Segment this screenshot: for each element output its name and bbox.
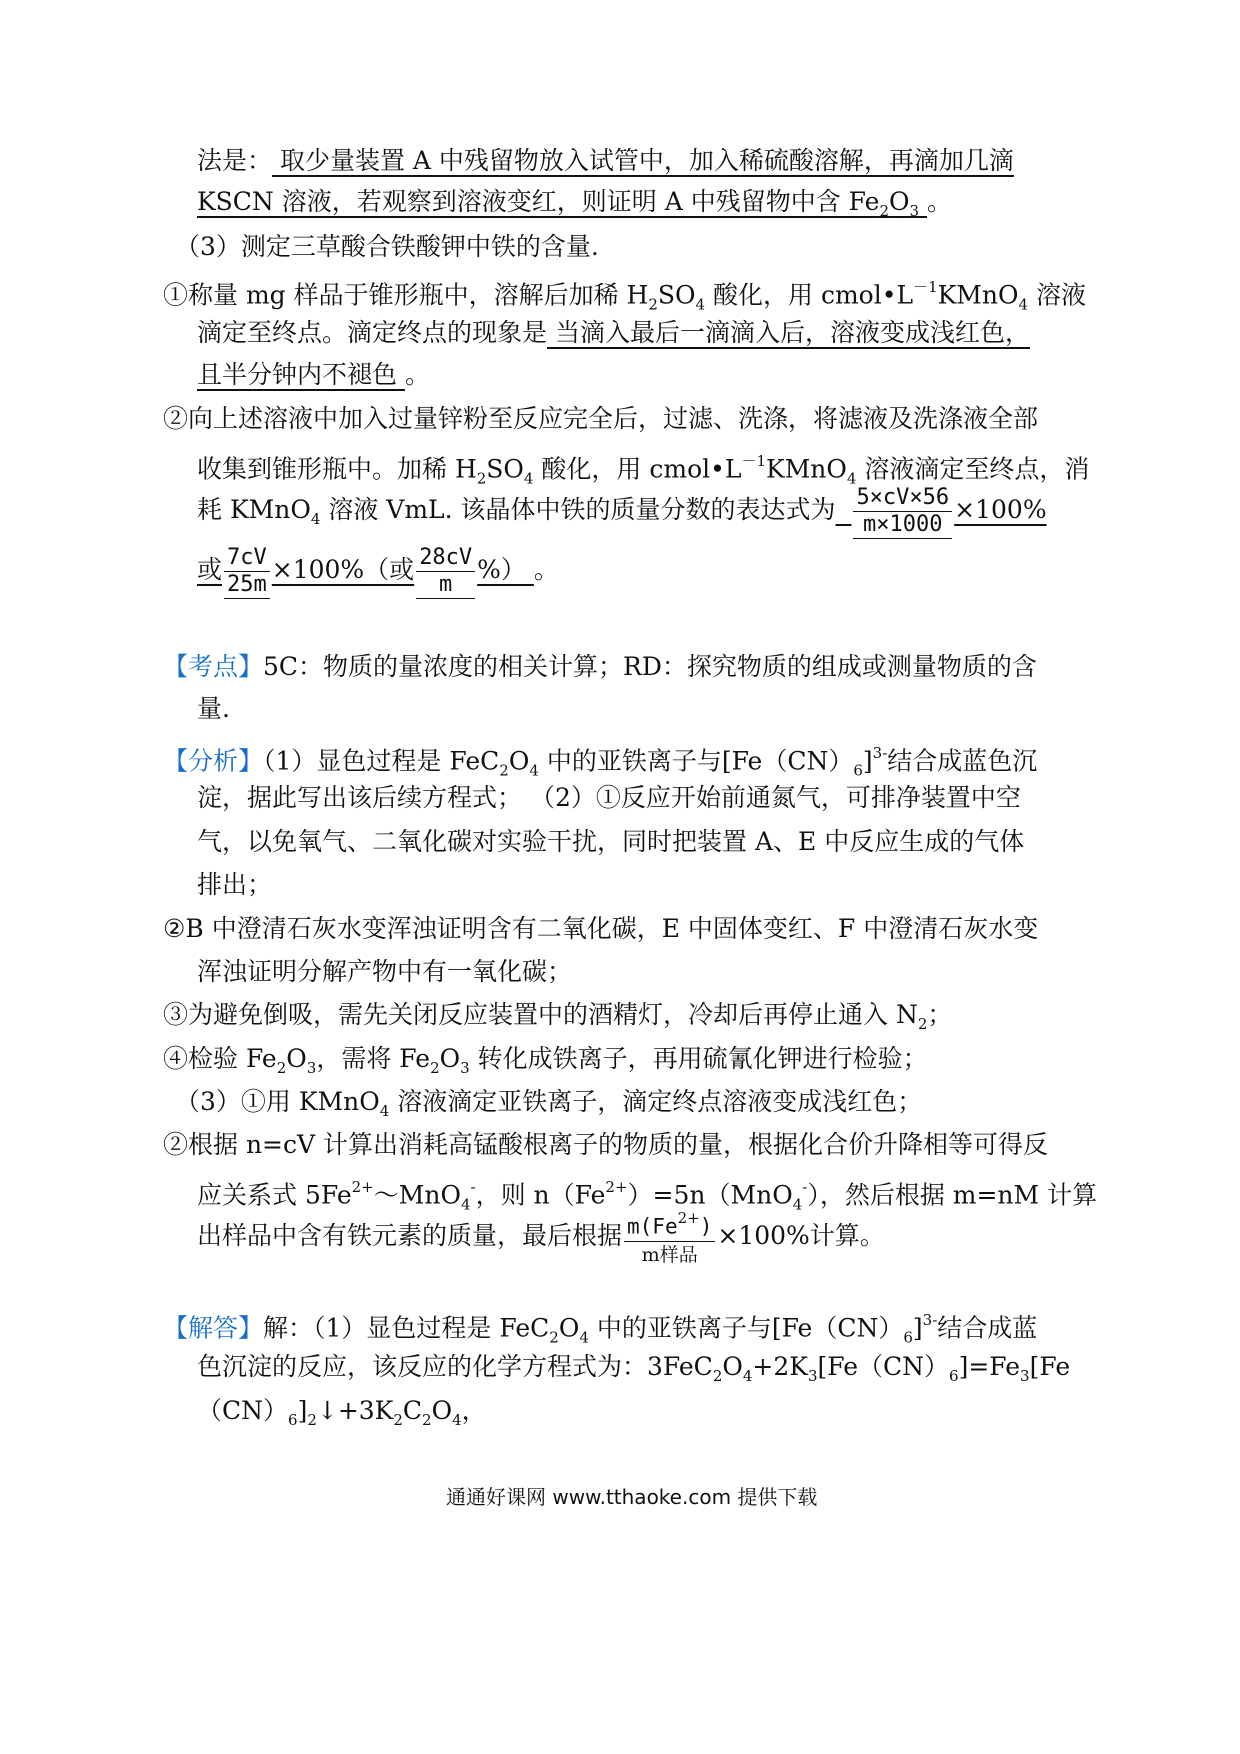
fraction-expression-3: $\frac{28cV}{m}$: [416, 545, 475, 599]
page-footer: 通通好课网 www.tthaoke.com 提供下载: [446, 1485, 818, 1509]
kaodian-tag: 【考点】: [163, 652, 264, 681]
fenxi-item-2-line-1: ②B 中澄清石灰水变浑浊证明含有二氧化碳，E 中固体变红、F 中澄清石灰水变: [163, 914, 1039, 943]
item-2-line-3: 耗 KMnO$_4$ 溶液 VmL. 该晶体中铁的质量分数的表达式为 $\frac{5\times cV\times 56}{m\times 1000}$ ×100%: [197, 484, 1047, 537]
jieda-line-2: 色沉淀的反应，该反应的化学方程式为：$3FeC_2O_4+2K_3[Fe(CN)_6]=Fe_3[Fe$: [197, 1352, 1071, 1385]
fraction-expression-2: $\frac{7cV}{25m}$: [224, 545, 270, 599]
fraction-expression-4: $\frac{m(Fe^{2+})}{\text{m样品}}$: [624, 1207, 715, 1267]
item-2-line-4: 或 $\frac{7cV}{25m}$ ×100%（或 $\frac{28cV}{m}$ %） 。: [197, 544, 559, 597]
item-2-line-1: ②向上述溶液中加入过量锌粉至反应完全后，过滤、洗涤，将滤液及洗涤液全部: [163, 404, 1039, 433]
jieda-tag: 【解答】: [163, 1313, 264, 1343]
fenxi-line-2: 淀，据此写出该后续方程式； （2）①反应开始前通氮气，可排净装置中空: [197, 783, 1021, 812]
item-1-line-3: 且半分钟内不褪色 。: [197, 360, 430, 389]
jieda-line-3: $(CN)_6]_2↓+3K_2C_2O_4$，: [197, 1396, 487, 1429]
jieda-line-1: 【解答】解：（1）显色过程是 $FeC_2O_4$ 中的亚铁离子与$[Fe(CN)_6]^{3-}$结合成蓝: [163, 1311, 1038, 1347]
fenxi-item-5: （3）①用 KMnO$_4$ 溶液滴定亚铁离子，滴定终点溶液变成浅红色；: [175, 1087, 923, 1120]
fenxi-tag: 【分析】: [163, 746, 264, 776]
fenxi-item-6-line-2: 应关系式 $5Fe^{2+}\sim MnO_4^-$，则 $n(Fe^{2+})=5n(MnO_4^-)$，然后根据 m=nM 计算: [197, 1178, 1098, 1214]
kaodian-line-1: 【考点】5C：物质的量浓度的相关计算；RD：探究物质的组成或测量物质的含: [163, 652, 1037, 681]
fenxi-line-3: 气，以免氧气、二氧化碳对实验干扰，同时把装置 A、E 中反应生成的气体: [197, 827, 1025, 856]
answer-text: 当滴入最后一滴滴入后，溶液变成浅红色，: [547, 318, 1030, 347]
fenxi-item-2-line-2: 浑浊证明分解产物中有一氧化碳；: [197, 957, 573, 986]
fenxi-line-1: 【分析】（1）显色过程是 $FeC_2O_4$ 中的亚铁离子与$[Fe(CN)_6]^{3-}$结合成蓝色沉: [163, 744, 1038, 780]
item-1-line-2: 滴定至终点。滴定终点的现象是 当滴入最后一滴滴入后，溶液变成浅红色，: [197, 318, 1030, 347]
fraction-expression-1: $\frac{5\times cV\times 56}{m\times 1000}$: [853, 485, 952, 539]
item-1-line-1: ①称量 mg 样品于锥形瓶中，溶解后加稀 $H_2SO_4$ 酸化，用 $cmol•L^{-1}KMnO_4$ 溶液: [163, 278, 1086, 314]
text: 法是：: [197, 146, 273, 175]
kaodian-line-2: 量.: [197, 694, 230, 723]
answer-text: 取少量装置 A 中残留物放入试管中，加入稀硫酸溶解，再滴加几滴: [272, 146, 1014, 175]
fenxi-item-3: ③为避免倒吸，需先关闭反应装置中的酒精灯，冷却后再停止通入 $N_2$；: [163, 1000, 953, 1033]
answer-text: KSCN 溶液，若观察到溶液变红，则证明 A 中残留物中含 $Fe_2O_3$: [197, 187, 920, 220]
answer-line-2: [197, 185, 952, 228]
item-2-line-2: 收集到锥形瓶中。加稀 $H_2SO_4$ 酸化，用 $cmol•L^{-1}KMnO_4$ 溶液滴定至终点，消: [197, 452, 1090, 488]
fenxi-item-6-line-1: ②根据 n=cV 计算出消耗高锰酸根离子的物质的量，根据化合价升降相等可得反: [163, 1130, 1049, 1159]
answer-text: 且半分钟内不褪色: [197, 360, 405, 389]
text: 。: [926, 187, 952, 216]
fenxi-item-6-line-3: 出样品中含有铁元素的质量，最后根据 $\frac{m(Fe^{2+})}{\text{m样品}}$ ×100%计算。: [197, 1209, 885, 1266]
fenxi-line-4: 排出；: [197, 870, 273, 899]
answer-line-1: [197, 144, 1014, 178]
fenxi-item-4: ④检验 $Fe_2O_3$，需将 $Fe_2O_3$ 转化成铁离子，再用硫氰化钾进行检验；: [163, 1044, 928, 1077]
section-3-title: （3）测定三草酸合铁酸钾中铁的含量.: [175, 232, 599, 261]
